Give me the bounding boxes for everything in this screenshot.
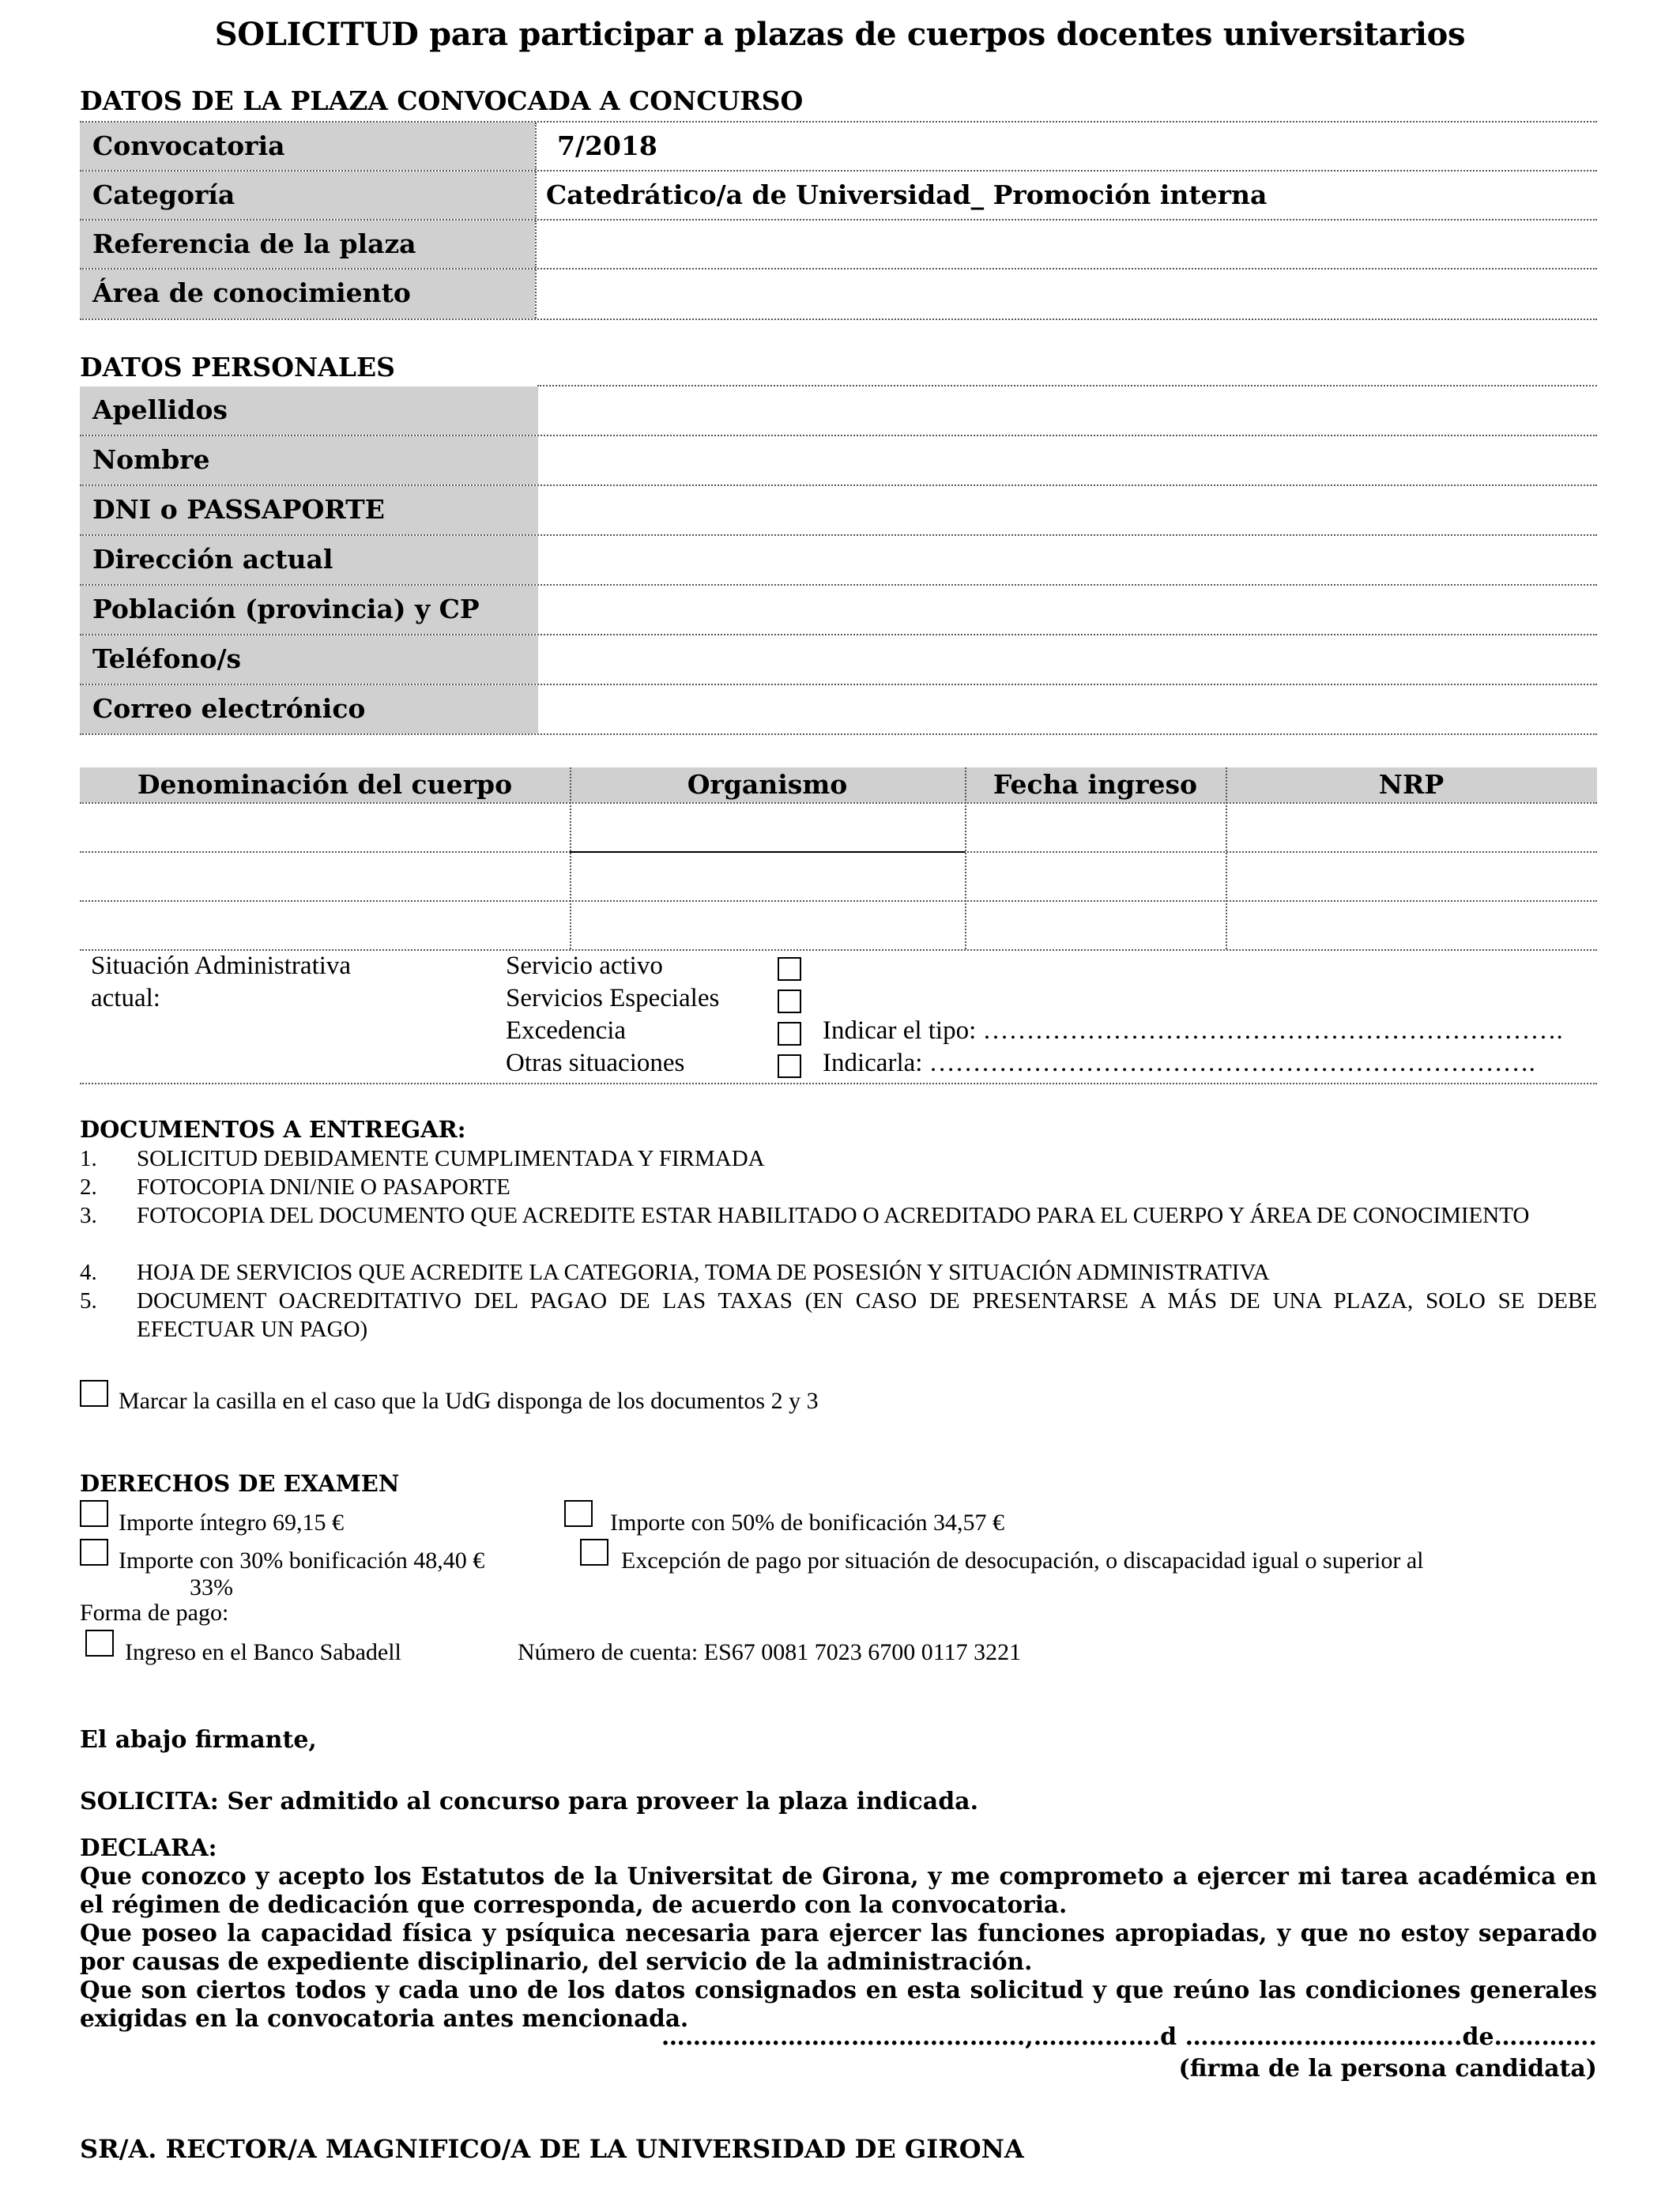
lugar-fecha-field[interactable]: ……………………………………….,…………….d ……………………………..de…………. <box>661 2023 1597 2051</box>
poblacion-field[interactable] <box>538 586 1597 634</box>
convocatoria-value[interactable]: 7/2018 <box>557 130 657 161</box>
personal-row-poblacion <box>80 586 1597 635</box>
list-text: FOTOCOPIA DNI/NIE O PASAPORTE <box>137 1174 510 1200</box>
field-label: Referencia de la plaza <box>80 221 535 268</box>
list-number: 2. <box>80 1174 97 1200</box>
firma-label: (firma de la persona candidata) <box>1178 2055 1597 2083</box>
list-number: 1. <box>80 1146 97 1171</box>
list-item <box>80 1201 1597 1258</box>
personal-row-correo <box>80 685 1597 735</box>
abajo-firmante: El abajo firmante, <box>80 1726 317 1754</box>
option-servicios-especiales: Servicios Especiales <box>506 984 720 1012</box>
list-number: 3. <box>80 1203 97 1228</box>
column-header: Denominación del cuerpo <box>80 767 570 802</box>
derechos-heading: DERECHOS DE EXAMEN <box>80 1470 400 1497</box>
field-label: Correo electrónico <box>80 685 538 733</box>
apellidos-field[interactable] <box>538 386 1597 435</box>
documentos-heading: DOCUMENTOS A ENTREGAR: <box>80 1116 466 1143</box>
column-header: Organismo <box>570 767 965 802</box>
divider <box>80 1083 1597 1084</box>
field-label: DNI o PASSAPORTE <box>80 486 538 534</box>
forma-pago-label: Forma de pago: <box>80 1600 229 1626</box>
list-text: SOLICITUD DEBIDAMENTE CUMPLIMENTADA Y FIRMADA <box>137 1146 765 1171</box>
personal-row-telefono <box>80 635 1597 685</box>
divider <box>1226 767 1227 949</box>
declara-item: Que poseo la capacidad física y psíquica necesaria para ejercer las funciones apropiadas, y que no estoy separado por causas de expediente disciplinario, del servicio de la administración. <box>80 1919 1597 1975</box>
column-header: NRP <box>1226 767 1597 802</box>
telefono-field[interactable] <box>538 635 1597 684</box>
list-number: 4. <box>80 1260 97 1285</box>
importe-30-checkbox[interactable] <box>80 1539 108 1566</box>
field-label: Dirección actual <box>80 536 538 584</box>
divider <box>570 767 571 949</box>
ingreso-banco-checkbox[interactable] <box>85 1630 114 1657</box>
solicita-text: SOLICITA: Ser admitido al concurso para proveer la plaza indicada. <box>80 1788 979 1815</box>
divider <box>80 949 1597 951</box>
list-text: FOTOCOPIA DEL DOCUMENTO QUE ACREDITE ESTAR HABILITADO O ACREDITADO PARA EL CUERPO Y ÁREA DE CONOCIMIENTO <box>137 1203 1530 1228</box>
option-servicio-activo: Servicio activo <box>506 952 663 980</box>
field-label: Área de conocimiento <box>80 270 535 319</box>
categoria-value[interactable]: Catedrático/a de Universidad_ Promoción interna <box>546 179 1268 210</box>
list-number: 5. <box>80 1288 97 1314</box>
cuerpo-table <box>80 767 1597 956</box>
plaza-row-categoria <box>80 172 1597 221</box>
nombre-field[interactable] <box>538 436 1597 484</box>
list-text: DOCUMENT OACREDITATIVO DEL PAGAO DE LAS TAXAS (EN CASO DE PRESENTARSE A MÁS DE UNA PLAZA, SOLO SE DEBE EFECTUAR UN PAGO) <box>137 1288 1597 1342</box>
situacion-label-cont: actual: <box>91 984 160 1012</box>
divider <box>80 802 1597 804</box>
personal-row-apellidos <box>80 386 1597 436</box>
importe-integro-label: Importe íntegro 69,15 € <box>119 1510 344 1536</box>
indicarla-field[interactable]: Indicarla: ……………………………………………………………. <box>823 1049 1535 1077</box>
declara-item: Que conozco y acepto los Estatutos de la Universitat de Girona, y me comprometo a ejercer mi tarea académica en el régimen de dedicación que corresponda, de acuerdo con la convocatoria. <box>80 1862 1597 1918</box>
plaza-row-referencia <box>80 221 1597 270</box>
list-item <box>80 1287 1597 1344</box>
correo-field[interactable] <box>538 685 1597 733</box>
divider <box>535 123 537 170</box>
importe-30-label: Importe con 30% bonificación 48,40 € <box>119 1547 485 1574</box>
personal-row-nombre <box>80 436 1597 486</box>
page-title: SOLICITUD para participar a plazas de cuerpos docentes universitarios <box>214 16 1466 53</box>
area-field[interactable] <box>535 270 1597 319</box>
divider <box>570 851 965 853</box>
indicar-tipo-field[interactable]: Indicar el tipo: …………………………………………………………. <box>823 1016 1563 1045</box>
declara-item: Que son ciertos todos y cada uno de los datos consignados en esta solicitud y que reúno las condiciones generales exigidas en la convocatoria antes mencionada. <box>80 1976 1597 2032</box>
plaza-row-area <box>80 270 1597 320</box>
excepcion-pago-label: Excepción de pago por situación de desocupación, o discapacidad igual o superior al <box>621 1547 1424 1574</box>
plaza-heading: DATOS DE LA PLAZA CONVOCADA A CONCURSO <box>80 85 804 116</box>
option-otras: Otras situaciones <box>506 1049 685 1077</box>
list-item <box>80 1144 1597 1173</box>
direccion-field[interactable] <box>538 536 1597 584</box>
field-label: Apellidos <box>80 386 538 435</box>
divider <box>965 767 966 949</box>
ingreso-banco-label: Ingreso en el Banco Sabadell <box>125 1639 401 1665</box>
field-label: Población (provincia) y CP <box>80 586 538 634</box>
referencia-field[interactable] <box>535 221 1597 268</box>
importe-50-label: Importe con 50% de bonificación 34,57 € <box>610 1510 1005 1536</box>
declara-heading: DECLARA: <box>80 1834 217 1861</box>
servicios-especiales-checkbox[interactable] <box>778 990 801 1013</box>
personales-heading: DATOS PERSONALES <box>80 352 395 383</box>
excepcion-pago-checkbox[interactable] <box>580 1539 608 1566</box>
udg-documentos-label: Marcar la casilla en el caso que la UdG disponga de los documentos 2 y 3 <box>119 1388 819 1414</box>
personal-row-direccion <box>80 536 1597 586</box>
field-label: Nombre <box>80 436 538 484</box>
divider <box>80 900 1597 902</box>
excedencia-checkbox[interactable] <box>778 1022 801 1046</box>
dni-field[interactable] <box>538 486 1597 534</box>
field-label: Convocatoria <box>80 123 535 170</box>
option-excedencia: Excedencia <box>506 1016 627 1045</box>
personal-row-dni <box>80 486 1597 536</box>
importe-50-checkbox[interactable] <box>564 1500 593 1527</box>
otras-situaciones-checkbox[interactable] <box>778 1054 801 1078</box>
servicio-activo-checkbox[interactable] <box>778 957 801 981</box>
list-text: HOJA DE SERVICIOS QUE ACREDITE LA CATEGORIA, TOMA DE POSESIÓN Y SITUACIÓN ADMINISTRATIVA <box>137 1260 1270 1285</box>
situacion-label: Situación Administrativa <box>91 952 352 980</box>
declaracion-block <box>80 1834 1597 2033</box>
udg-documentos-checkbox[interactable] <box>80 1380 108 1407</box>
numero-cuenta: Número de cuenta: ES67 0081 7023 6700 0117 3221 <box>518 1639 1022 1665</box>
field-label: Categoría <box>80 172 535 219</box>
destinatario: SR/A. RECTOR/A MAGNIFICO/A DE LA UNIVERSIDAD DE GIRONA <box>80 2134 1024 2164</box>
importe-integro-checkbox[interactable] <box>80 1500 108 1527</box>
list-item <box>80 1173 1597 1201</box>
list-item <box>80 1258 1597 1287</box>
column-header: Fecha ingreso <box>965 767 1226 802</box>
plaza-row-convocatoria <box>80 123 1597 172</box>
field-label: Teléfono/s <box>80 635 538 684</box>
excepcion-pago-label-cont: 33% <box>190 1574 233 1600</box>
